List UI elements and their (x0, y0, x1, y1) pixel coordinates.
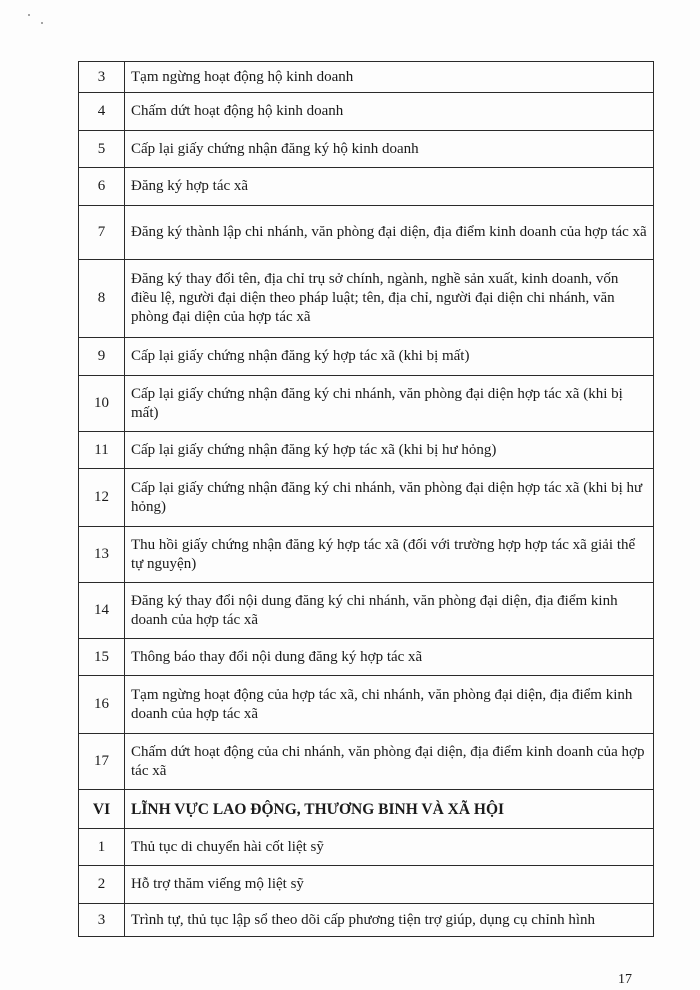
table-row (79, 904, 654, 937)
row-text: Đăng ký thay đổi nội dung đăng ký chi nhánh, văn phòng đại diện, địa điểm kinh doanh của hợp tác xã (125, 583, 654, 639)
row-text: Chấm dứt hoạt động của chi nhánh, văn phòng đại diện, địa điểm kinh doanh của hợp tác xã (125, 734, 654, 790)
scan-speck (41, 22, 43, 24)
row-number: 10 (79, 376, 125, 432)
row-number: 11 (79, 432, 125, 469)
page-number: 17 (618, 972, 632, 987)
row-text: Đăng ký thành lập chi nhánh, văn phòng đại diện, địa điểm kinh doanh của hợp tác xã (125, 206, 654, 260)
procedure-table (78, 61, 654, 937)
row-text: Thu hồi giấy chứng nhận đăng ký hợp tác xã (đối với trường hợp hợp tác xã giải thể tự nguyện) (125, 527, 654, 583)
table-row (79, 338, 654, 376)
table-row (79, 527, 654, 583)
table-row (79, 206, 654, 260)
table-row (79, 639, 654, 676)
table-row (79, 829, 654, 866)
table-row (79, 432, 654, 469)
row-number: 14 (79, 583, 125, 639)
row-number: 12 (79, 469, 125, 527)
row-text: Tạm ngừng hoạt động của hợp tác xã, chi nhánh, văn phòng đại diện, địa điểm kinh doanh của hợp tác xã (125, 676, 654, 734)
row-number: 16 (79, 676, 125, 734)
row-text: Cấp lại giấy chứng nhận đăng ký chi nhánh, văn phòng đại diện hợp tác xã (khi bị mất) (125, 376, 654, 432)
section-header-row (79, 790, 654, 829)
row-text: Tạm ngừng hoạt động hộ kinh doanh (125, 62, 654, 93)
table-row (79, 734, 654, 790)
table-row (79, 469, 654, 527)
table-row (79, 676, 654, 734)
row-number: 17 (79, 734, 125, 790)
row-number: 3 (79, 904, 125, 937)
section-number: VI (79, 790, 125, 829)
scan-speck (28, 14, 30, 16)
row-number: 2 (79, 866, 125, 904)
table-row (79, 93, 654, 131)
row-text: Cấp lại giấy chứng nhận đăng ký hộ kinh doanh (125, 131, 654, 168)
row-text: Cấp lại giấy chứng nhận đăng ký chi nhánh, văn phòng đại diện hợp tác xã (khi bị hư hỏng) (125, 469, 654, 527)
row-number: 7 (79, 206, 125, 260)
row-text: Thông báo thay đổi nội dung đăng ký hợp tác xã (125, 639, 654, 676)
row-text: Trình tự, thủ tục lập sổ theo dõi cấp phương tiện trợ giúp, dụng cụ chỉnh hình (125, 904, 654, 937)
row-number: 6 (79, 168, 125, 206)
row-text: Đăng ký thay đổi tên, địa chỉ trụ sở chính, ngành, nghề sản xuất, kinh doanh, vốn điều lệ, người đại diện theo pháp luật; tên, địa chỉ, người đại diện chi nhánh, văn phòng đại diện của hợp tác xã (125, 260, 654, 338)
row-text: Cấp lại giấy chứng nhận đăng ký hợp tác xã (khi bị hư hỏng) (125, 432, 654, 469)
table-row (79, 376, 654, 432)
row-number: 3 (79, 62, 125, 93)
row-number: 4 (79, 93, 125, 131)
row-text: Thủ tục di chuyển hài cốt liệt sỹ (125, 829, 654, 866)
row-text: Chấm dứt hoạt động hộ kinh doanh (125, 93, 654, 131)
row-number: 1 (79, 829, 125, 866)
table-row (79, 866, 654, 904)
table-row (79, 583, 654, 639)
table-row (79, 62, 654, 93)
row-number: 5 (79, 131, 125, 168)
table-row (79, 131, 654, 168)
row-number: 13 (79, 527, 125, 583)
section-title: LĨNH VỰC LAO ĐỘNG, THƯƠNG BINH VÀ XÃ HỘI (125, 790, 654, 829)
row-text: Cấp lại giấy chứng nhận đăng ký hợp tác xã (khi bị mất) (125, 338, 654, 376)
row-number: 8 (79, 260, 125, 338)
row-text: Đăng ký hợp tác xã (125, 168, 654, 206)
table-row (79, 260, 654, 338)
table-row (79, 168, 654, 206)
row-number: 15 (79, 639, 125, 676)
row-text: Hỗ trợ thăm viếng mộ liệt sỹ (125, 866, 654, 904)
row-number: 9 (79, 338, 125, 376)
